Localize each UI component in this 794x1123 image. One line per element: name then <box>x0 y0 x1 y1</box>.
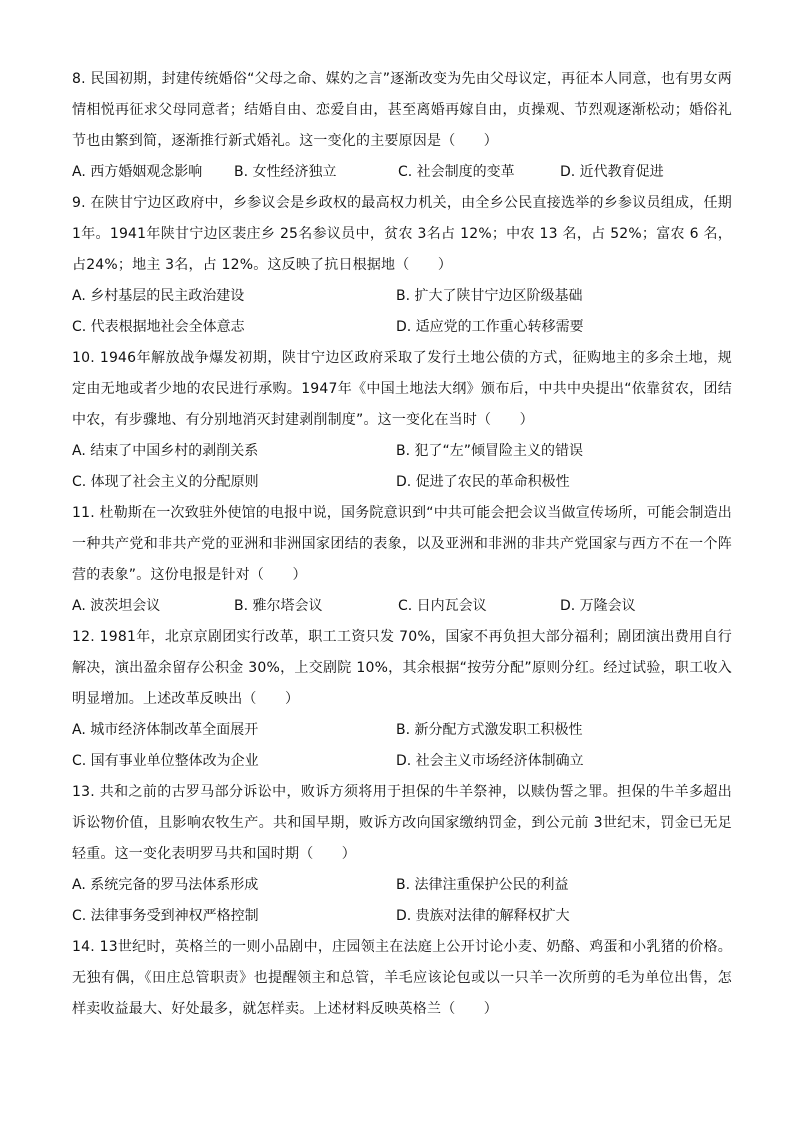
option-list <box>72 281 732 343</box>
option-list <box>72 715 732 777</box>
option-list <box>72 591 732 622</box>
option-a: A. 城市经济体制改革全面展开 <box>72 722 259 738</box>
option-c: C. 日内瓦会议 <box>398 598 487 614</box>
option-a: A. 系统完备的罗马法体系形成 <box>72 877 259 893</box>
option-list <box>72 870 732 932</box>
option-a: A. 乡村基层的民主政治建设 <box>72 288 245 304</box>
question-10 <box>72 343 732 498</box>
option-list <box>72 157 732 188</box>
option-c: C. 代表根据地社会全体意志 <box>72 319 245 335</box>
question-stem: 13. 共和之前的古罗马部分诉讼中，败诉方须将用于担保的牛羊祭神，以赎伪誓之罪。担保的牛羊多超出诉讼物价值，且影响农牧生产。共和国早期，败诉方改向国家缴纳罚金，到公元前 3世纪末，罚金已无足轻重。这一变化表明罗马共和国时期（ ） <box>72 784 732 862</box>
option-c: C. 社会制度的变革 <box>398 164 515 180</box>
exam-page <box>72 64 732 1025</box>
option-d: D. 万隆会议 <box>560 598 636 614</box>
question-stem: 14. 13世纪时，英格兰的一则小品剧中，庄园领主在法庭上公开讨论小麦、奶酪、鸡蛋和小乳猪的价格。无独有偶，《田庄总管职责》也提醒领主和总管，羊毛应该论包或以一只羊一次所剪的毛为单位出售，怎样卖收益最大、好处最多，就怎样卖。上述材料反映英格兰（ ） <box>72 939 732 1017</box>
option-a: A. 西方婚姻观念影响 <box>72 164 203 180</box>
question-12 <box>72 622 732 777</box>
option-b: B. 新分配方式激发职工积极性 <box>396 722 583 738</box>
option-a: A. 波茨坦会议 <box>72 598 161 614</box>
question-14 <box>72 932 732 1025</box>
option-c: C. 国有事业单位整体改为企业 <box>72 753 259 769</box>
question-stem: 11. 杜勒斯在一次致驻外使馆的电报中说，国务院意识到“中共可能会把会议当做宣传场所，可能会制造出一种共产党和非共产党的亚洲和非洲国家团结的表象，以及亚洲和非洲的非共产党国家与西方不在一个阵营的表象”。这份电报是针对（ ） <box>72 505 732 583</box>
question-9 <box>72 188 732 343</box>
option-b: B. 犯了“左”倾冒险主义的错误 <box>396 443 584 459</box>
option-b: B. 女性经济独立 <box>234 164 337 180</box>
question-stem: 8. 民国初期，封建传统婚俗“父母之命、媒妁之言”逐渐改变为先由父母议定，再征本人同意，也有男女两情相悦再征求父母同意者；结婚自由、恋爱自由，甚至离婚再嫁自由，贞操观、节烈观逐渐松动；婚俗礼节也由繁到简，逐渐推行新式婚礼。这一变化的主要原因是（ ） <box>72 71 732 149</box>
option-d: D. 近代教育促进 <box>560 164 664 180</box>
option-a: A. 结束了中国乡村的剥削关系 <box>72 443 259 459</box>
option-d: D. 社会主义市场经济体制确立 <box>396 753 584 769</box>
question-stem: 12. 1981年，北京京剧团实行改革，职工工资只发 70%，国家不再负担大部分福利；剧团演出费用自行解决，演出盈余留存公积金 30%，上交剧院 10%，其余根据“按劳分配”原则分红。经过试验，职工收入明显增加。上述改革反映出（ ） <box>72 629 732 707</box>
option-d: D. 贵族对法律的解释权扩大 <box>396 908 570 924</box>
question-stem: 9. 在陕甘宁边区政府中，乡参议会是乡政权的最高权力机关，由全乡公民直接选举的乡参议员组成，任期1年。1941年陕甘宁边区裴庄乡 25名参议员中，贫农 3名占 12%；中农 13 名，占 52%；富农 6 名，占24%；地主 3名，占 12%。这反映了抗日根据地（ ） <box>72 195 732 273</box>
question-11 <box>72 498 732 622</box>
question-stem: 10. 1946年解放战争爆发初期，陕甘宁边区政府采取了发行土地公债的方式，征购地主的多余土地，规定由无地或者少地的农民进行承购。1947年《中国土地法大纲》颁布后，中共中央提出“依靠贫农，团结中农，有步骤地、有分别地消灭封建剥削制度”。这一变化在当时（ ） <box>72 350 732 428</box>
option-b: B. 法律注重保护公民的利益 <box>396 877 569 893</box>
option-d: D. 适应党的工作重心转移需要 <box>396 319 584 335</box>
option-b: B. 扩大了陕甘宁边区阶级基础 <box>396 288 583 304</box>
question-13 <box>72 777 732 932</box>
option-c: C. 体现了社会主义的分配原则 <box>72 474 259 490</box>
option-list <box>72 436 732 498</box>
option-b: B. 雅尔塔会议 <box>234 598 323 614</box>
question-8 <box>72 64 732 188</box>
option-c: C. 法律事务受到神权严格控制 <box>72 908 259 924</box>
option-d: D. 促进了农民的革命积极性 <box>396 474 570 490</box>
